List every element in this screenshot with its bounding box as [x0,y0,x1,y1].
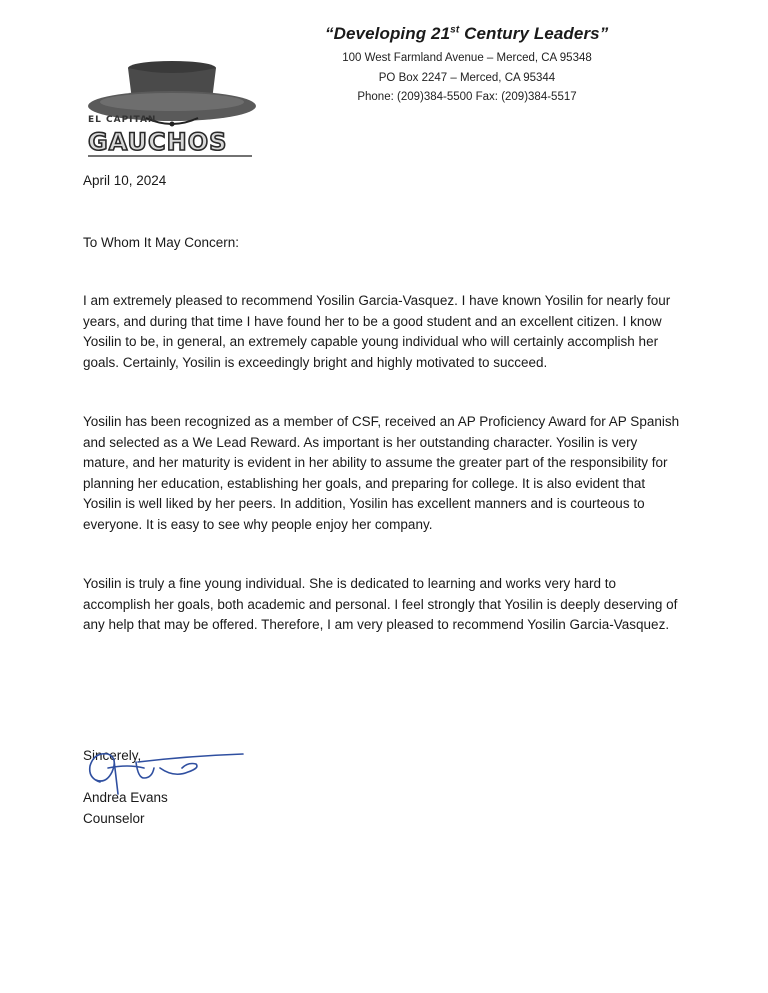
signer-name: Andrea Evans [83,790,168,805]
address-line-2: PO Box 2247 – Merced, CA 95344 [378,72,556,84]
address-line-3: Phone: (209)384-5500 Fax: (209)384-5517 [357,91,577,103]
body-paragraph-2: Yosilin has been recognized as a member of CSF, received an AP Proficiency Award for AP Spanish and selected as a We Lead Reward. As important is her outstanding character. Yosilin is very mature, and her maturity is evident in her ability to assume the greater part of the responsibility for planning her education, establishing her goals, and preparing for college. It is also evident that Yosilin is well liked by her peers. In addition, Yosilin has excellent manners and is courteous to everyone. It is easy to see why people enjoy her company. [83,414,680,532]
letter-salutation: To Whom It May Concern: [83,235,240,250]
logo-text: GAUCHOS [88,128,228,156]
motto-superscript: st [450,24,460,36]
signer-title: Counselor [83,811,145,826]
motto-suffix: Century Leaders” [459,24,609,43]
letterhead-motto [325,24,608,44]
logo-small-text: EL CAPITAN [88,115,157,125]
motto-prefix: “Developing 21 [325,24,451,43]
letter-closing: Sincerely, [83,748,142,763]
school-logo [86,56,256,164]
body-paragraph-1: I am extremely pleased to recommend Yosilin Garcia-Vasquez. I have known Yosilin for nearly four years, and during that time I have found her to be a good student and an excellent citizen. I know Yosilin to be, in general, an extremely capable young individual who will certainly accomplish her goals. Certainly, Yosilin is exceedingly bright and highly motivated to succeed. [83,293,671,370]
letter-date: April 10, 2024 [83,173,167,188]
address-line-1: 100 West Farmland Avenue – Merced, CA 95348 [342,52,592,64]
body-paragraph-3: Yosilin is truly a fine young individual. She is dedicated to learning and works very hard to accomplish her goals, both academic and personal. I feel strongly that Yosilin is deeply deserving of any help that may be offered. Therefore, I am very pleased to recommend Yosilin Garcia-Vasquez. [83,576,678,633]
